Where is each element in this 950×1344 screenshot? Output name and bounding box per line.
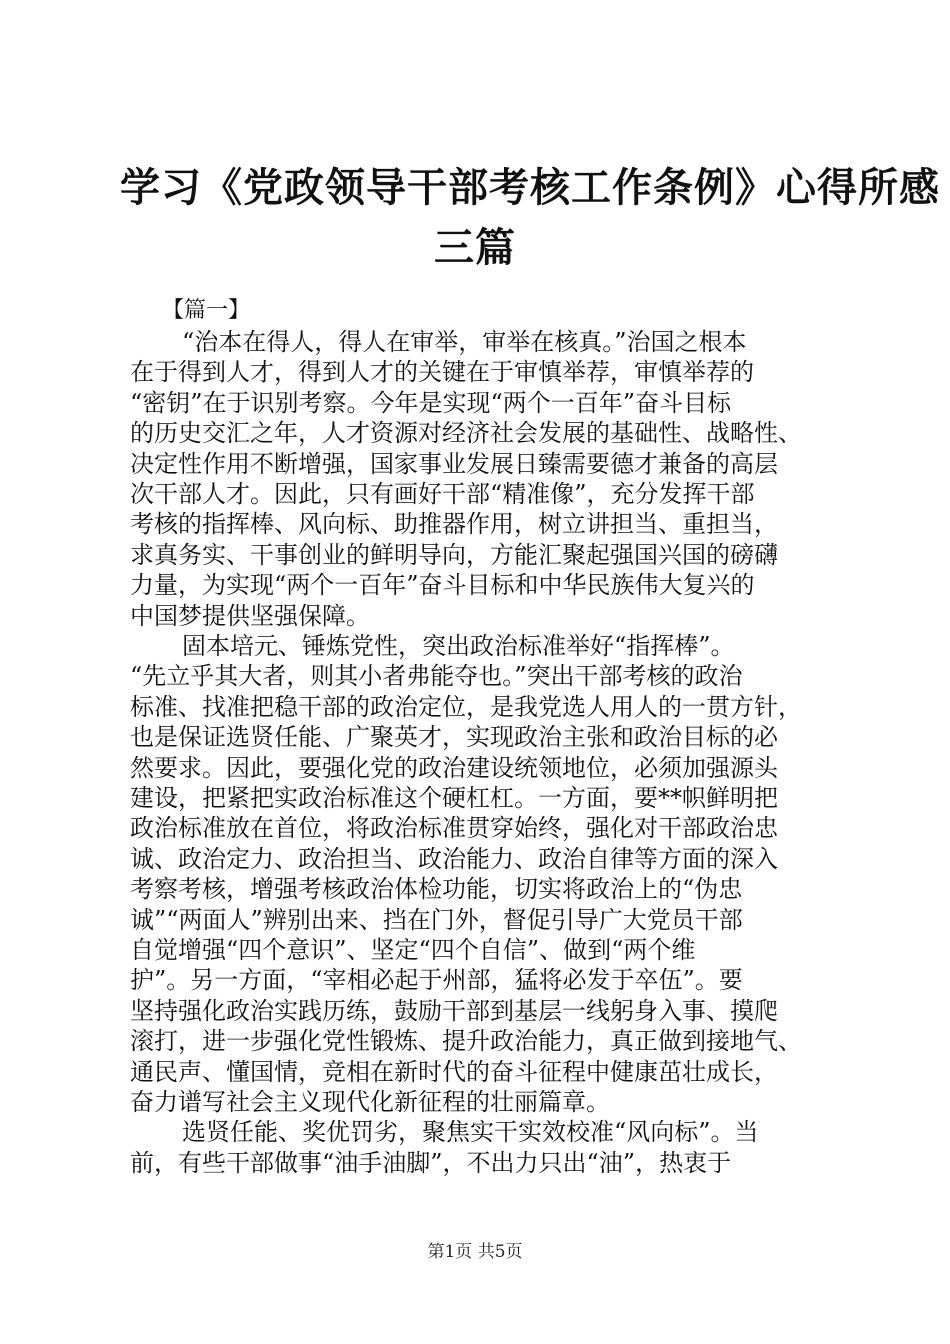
body-line: 考核的指挥棒、风向标、助推器作用，树立讲担当、重担当， xyxy=(130,510,778,539)
body-line: 护”。另一方面，“宰相必起于州部，猛将必发于卒伍”。要 xyxy=(130,966,743,995)
document-title-line-2: 三篇 xyxy=(434,224,516,271)
body-line: 求真务实、干事创业的鲜明导向，方能汇聚起强国兴国的磅礴 xyxy=(130,540,778,569)
body-line: 自觉增强“四个意识”、坚定“四个自信”、做到“两个维 xyxy=(130,936,696,964)
body-line: 固本培元、锤炼党性，突出政治标准举好“指挥棒”。 xyxy=(182,632,735,660)
body-line: “先立乎其大者，则其小者弗能夺也。”突出干部考核的政治 xyxy=(130,662,743,691)
body-line: 也是保证选贤任能、广聚英才，实现政治主张和政治目标的必 xyxy=(130,723,778,752)
body-line: 决定性作用不断增强，国家事业发展日臻需要德才兼备的高层 xyxy=(130,449,778,478)
body-line: 中国梦提供坚强保障。 xyxy=(130,601,370,630)
body-line: 通民声、懂国情，竞相在新时代的奋斗征程中健康茁壮成长， xyxy=(130,1057,778,1086)
body-line: 滚打，进一步强化党性锻炼、提升政治能力，真正做到接地气、 xyxy=(130,1027,802,1056)
body-line: 然要求。因此，要强化党的政治建设统领地位，必须加强源头 xyxy=(130,753,778,782)
body-line: 建设，把紧把实政治标准这个硬杠杠。一方面，要**帜鲜明把 xyxy=(130,784,778,812)
body-line: 坚持强化政治实践历练，鼓励干部到基层一线躬身入事、摸爬 xyxy=(130,996,778,1025)
body-line: 次干部人才。因此，只有画好干部“精准像”，充分发挥干部 xyxy=(130,480,755,508)
body-line: 考察考核，增强考核政治体检功能，切实将政治上的“伪忠 xyxy=(130,875,743,904)
body-line: “治本在得人，得人在审举，审举在核真。”治国之根本 xyxy=(182,328,747,356)
body-line: 的历史交汇之年，人才资源对经济社会发展的基础性、战略性、 xyxy=(130,419,802,448)
section-label: 【篇一】 xyxy=(162,298,251,323)
body-line: 前，有些干部做事“油手油脚”，不出力只出“油”，热衷于 xyxy=(130,1148,732,1177)
document-title-line-1: 学习《党政领导干部考核工作条例》心得所感 xyxy=(120,164,940,211)
body-line: 诚”“两面人”辨别出来、挡在门外，督促引导广大党员干部 xyxy=(130,905,743,934)
body-line: 力量，为实现“两个一百年”奋斗目标和中华民族伟大复兴的 xyxy=(130,571,755,600)
body-line: 诚、政治定力、政治担当、政治能力、政治自律等方面的深入 xyxy=(130,844,778,873)
body-line: 在于得到人才，得到人才的关键在于审慎举荐，审慎举荐的 xyxy=(130,358,754,387)
page-footer: 第1页 共5页 xyxy=(427,1242,523,1262)
body-line: 政治标准放在首位，将政治标准贯穿始终，强化对干部政治忠 xyxy=(130,814,778,843)
body-line: “密钥”在于识别考察。今年是实现“两个一百年”奋斗目标 xyxy=(130,388,732,417)
body-line: 奋力谱写社会主义现代化新征程的壮丽篇章。 xyxy=(130,1088,610,1116)
body-line: 标准、找准把稳干部的政治定位，是我党选人用人的一贯方针， xyxy=(130,692,802,721)
body-line: 选贤任能、奖优罚劣，聚焦实干实效校准“风向标”。当 xyxy=(182,1118,759,1147)
